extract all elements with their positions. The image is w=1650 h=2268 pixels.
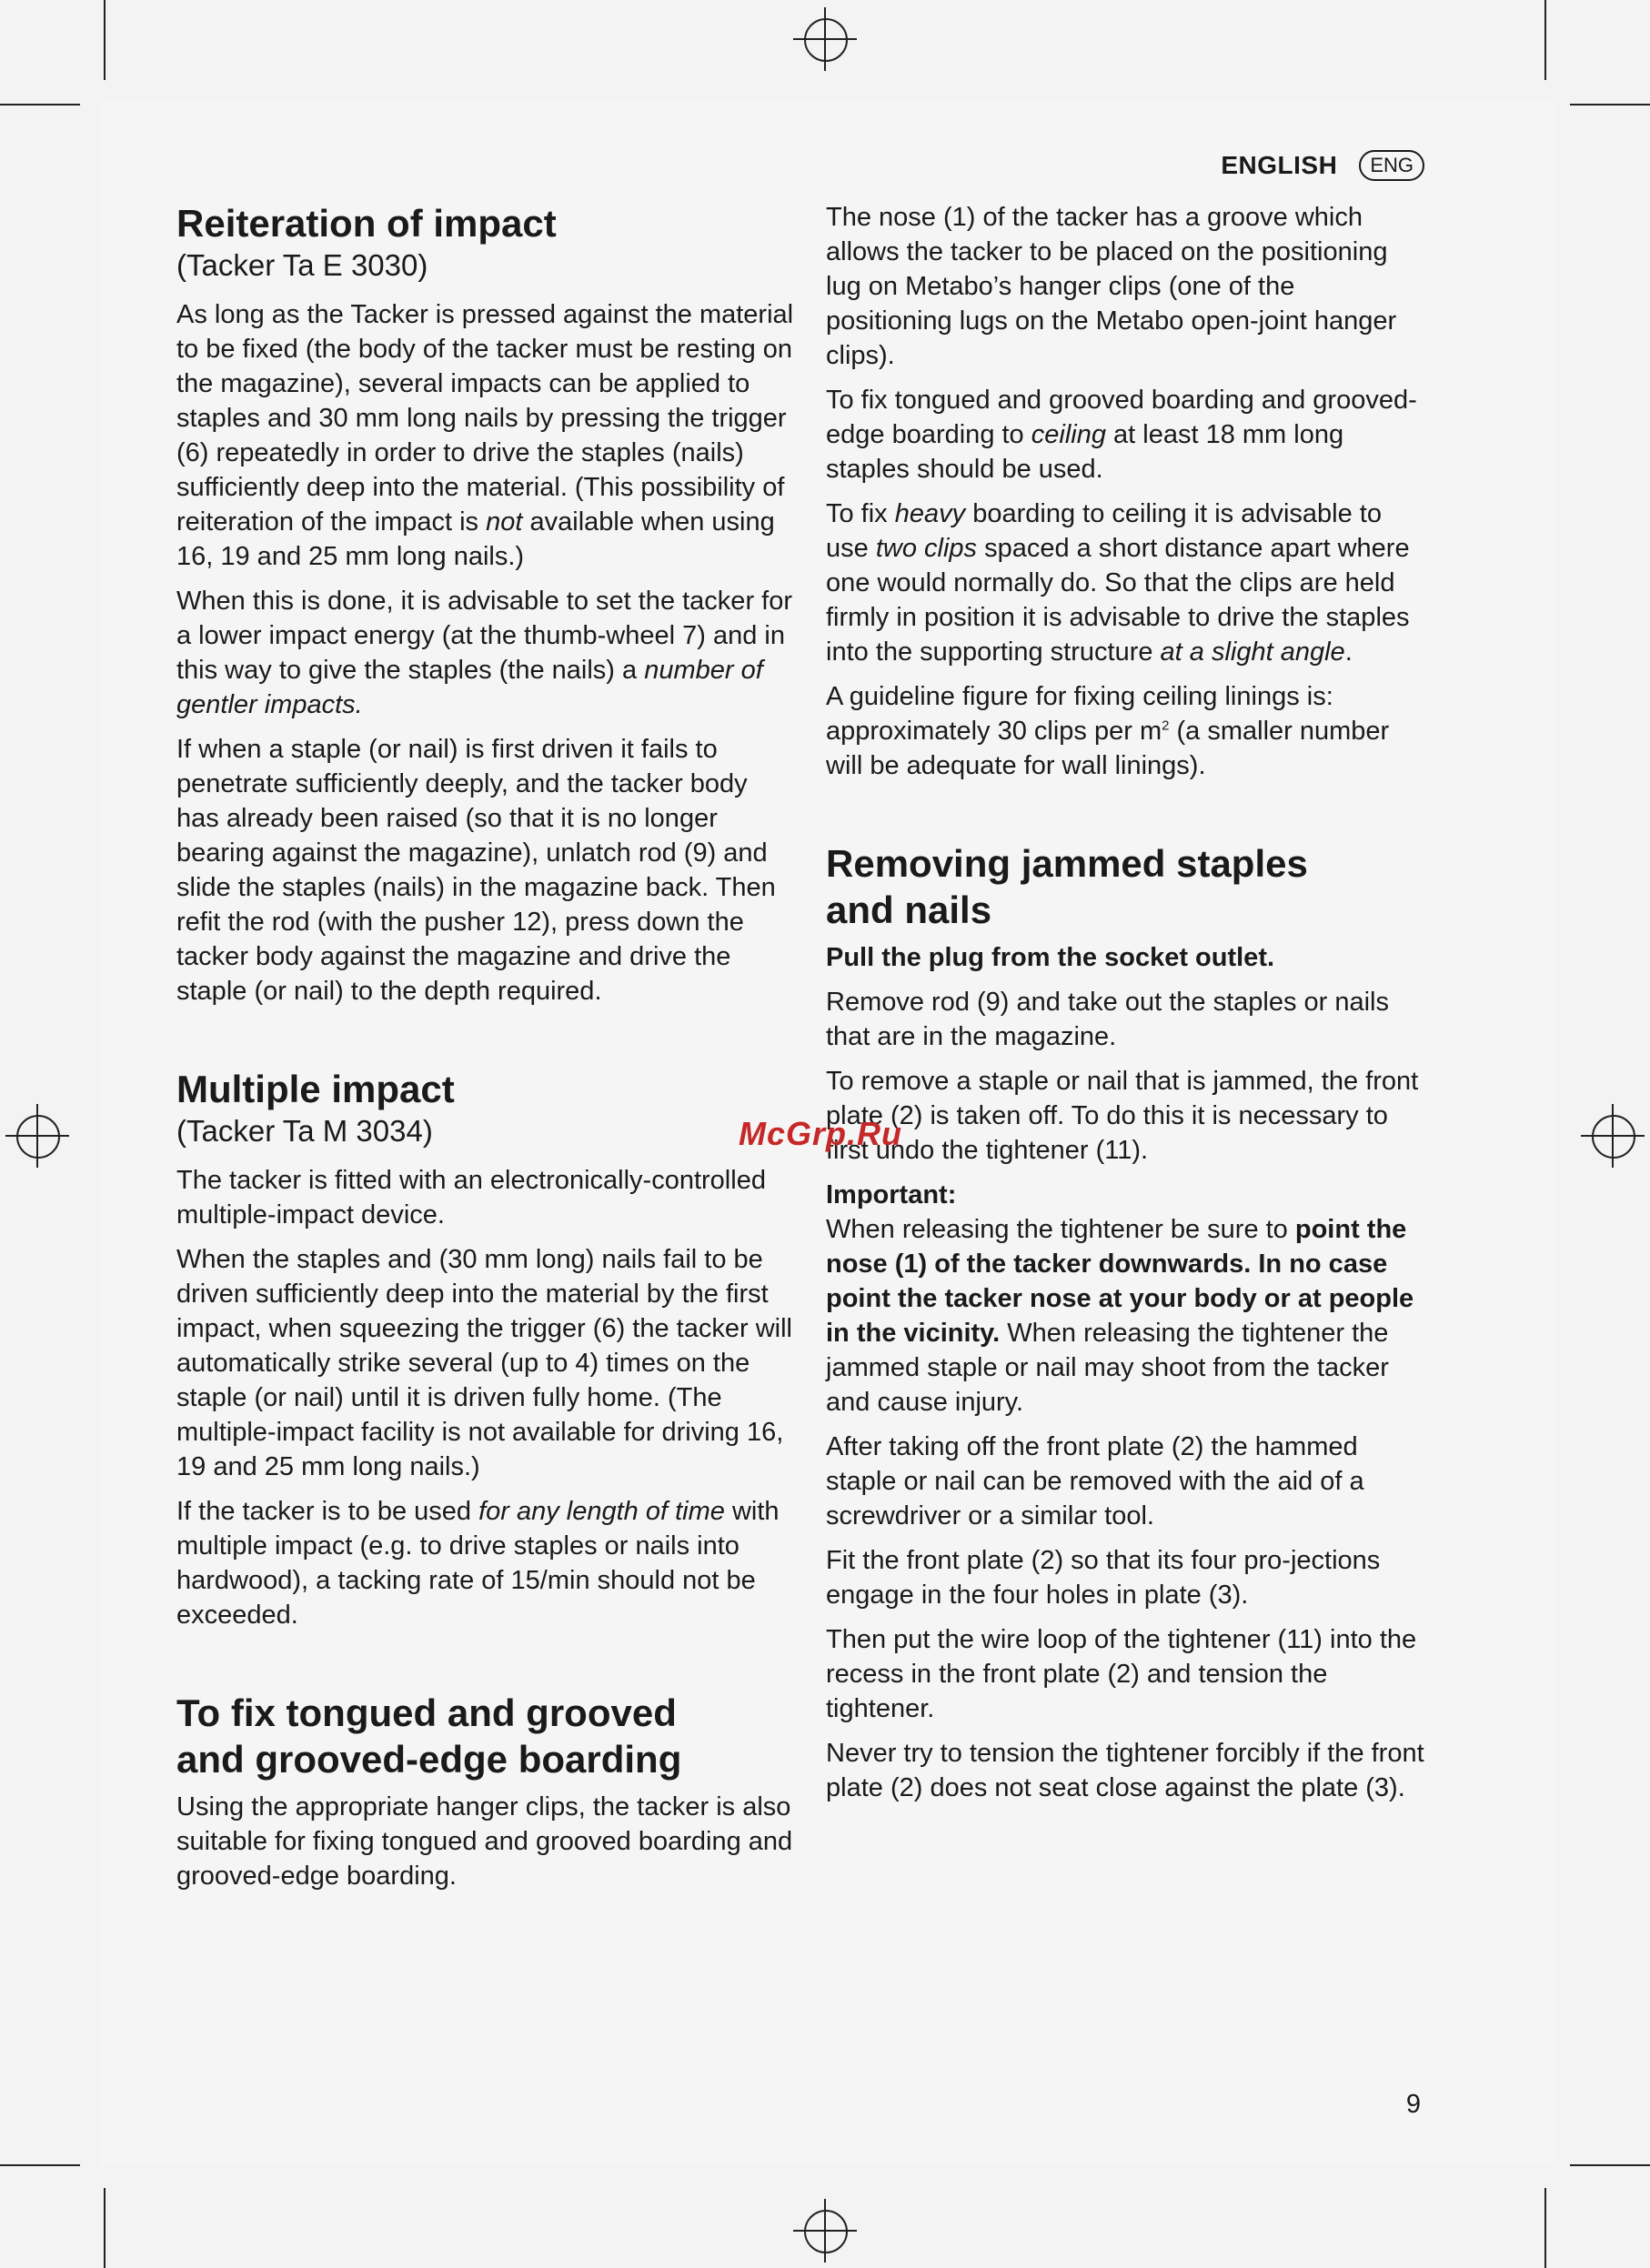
language-header: [1221, 150, 1424, 181]
watermark-text: McGrp.Ru: [739, 1115, 903, 1152]
paragraph: To fix tongued and grooved boarding and grooved-edge boarding to ceiling at least 18 mm long staples should be used.: [826, 386, 1417, 484]
crop-mark: [1570, 2164, 1650, 2166]
paragraph: Using the appropriate hanger clips, the tacker is also suitable for fixing tongued and grooved boarding and grooved-edge boarding.: [176, 1792, 793, 1891]
paragraph: If when a staple (or nail) is first driven it fails to penetrate sufficiently deeply, and the tacker body has already been raised (so that it is no longer bearing against the magazine), unlatch rod (9) and slide the staples (nails) in the magazine back. Then refit the rod (with the pusher 12), press down the tacker body against the magazine and drive the staple (or nail) to the depth required.: [176, 735, 776, 1006]
section-title-reiteration: Reiteration of impact: [176, 202, 557, 245]
paragraph: When the staples and (30 mm long) nails fail to be driven sufficiently deep into the material by the first impact, when squeezing the trigger (6) the tacker will automatically strike several (up to 4) times on the staple (or nail) until it is driven fully home. (The multiple-impact facility is not available for driving 16, 19 and 25 mm long nails.): [176, 1245, 792, 1481]
left-column: [176, 200, 795, 1903]
section-title-removing-jammed: Removing jammed staples and nails: [826, 842, 1308, 931]
crop-mark: [1544, 2188, 1546, 2268]
paragraph: To fix heavy boarding to ceiling it is advisable to use two clips spaced a short distance apart where one would normally do. So that the clips are held firmly in position it is advisable to drive the staples into the supporting structure at a slight angle.: [826, 499, 1410, 667]
paragraph: As long as the Tacker is pressed against the material to be fixed (the body of the tacker must be resting on the magazine), several impacts can be applied to staples and 30 mm long nails by pressing the trigger (6) repeatedly in order to drive the staples (nails) sufficiently deep into the material. (This possibility of reiteration of the impact is not available when using 16, 19 and 25 mm long nails.): [176, 300, 794, 571]
paragraph: Never try to tension the tightener forcibly if the front plate (2) does not seat close against the plate (3).: [826, 1739, 1424, 1802]
paragraph: Important: When releasing the tightener be sure to point the nose (1) of the tacker downwards. In no case point the tacker nose at your body or at people in the vicinity. When releasing the tightener the jammed staple or nail may shoot from the tacker and cause injury.: [826, 1180, 1414, 1417]
paragraph: To remove a staple or nail that is jammed, the front plate (2) is taken off. To do this it is necessary to first undo the tightener (11).: [826, 1067, 1419, 1165]
crop-mark: [0, 2164, 80, 2166]
language-badge: ENG: [1359, 150, 1424, 181]
language-label: ENGLISH: [1221, 151, 1338, 179]
important-label: Important:: [826, 1180, 957, 1209]
paragraph: After taking off the front plate (2) the hammed staple or nail can be removed with the aid of a screwdriver or a similar tool.: [826, 1432, 1364, 1530]
section-subtitle: (Tacker Ta E 3030): [176, 248, 428, 282]
paragraph: Then put the wire loop of the tightener (11) into the recess in the front plate (2) and tension the tightener.: [826, 1625, 1417, 1723]
crop-mark: [1544, 0, 1546, 80]
crop-mark: [104, 0, 106, 80]
section-subtitle: (Tacker Ta M 3034): [176, 1114, 433, 1148]
crop-mark: [1570, 104, 1650, 105]
paragraph: When this is done, it is advisable to set the tacker for a lower impact energy (at the thumb-wheel 7) and in this way to give the staples (the nails) a number of gentler impacts.: [176, 587, 792, 719]
paragraph: The nose (1) of the tacker has a groove which allows the tacker to be placed on the positioning lug on Metabo’s hanger clips (one of the positioning lugs on the Metabo open-joint hanger clips).: [826, 203, 1397, 370]
right-column: [826, 200, 1426, 1815]
page-number: 9: [1405, 2090, 1421, 2119]
paragraph: The tacker is fitted with an electronically-controlled multiple-impact device.: [176, 1166, 766, 1229]
section-title-boarding: To fix tongued and grooved and grooved-edge boarding: [176, 1691, 682, 1781]
crop-mark: [0, 104, 80, 105]
registration-mark-bottom: [793, 2199, 857, 2263]
registration-mark-top: [793, 7, 857, 71]
warning-text: Pull the plug from the socket outlet.: [826, 943, 1275, 972]
paragraph: Remove rod (9) and take out the staples or nails that are in the magazine.: [826, 988, 1389, 1051]
registration-mark-right: [1581, 1104, 1645, 1168]
paragraph: Fit the front plate (2) so that its four pro-jections engage in the four holes in plate (3).: [826, 1546, 1381, 1610]
registration-mark-left: [5, 1104, 69, 1168]
crop-mark: [104, 2188, 106, 2268]
paragraph: A guideline figure for fixing ceiling linings is: approximately 30 clips per $m^2$ (a smaller number will be adequate for wall linings).: [826, 682, 1390, 780]
paragraph: If the tacker is to be used for any length of time with multiple impact (e.g. to drive staples or nails into hardwood), a tacking rate of 15/min should not be exceeded.: [176, 1497, 780, 1630]
section-title-multiple-impact: Multiple impact: [176, 1068, 455, 1110]
